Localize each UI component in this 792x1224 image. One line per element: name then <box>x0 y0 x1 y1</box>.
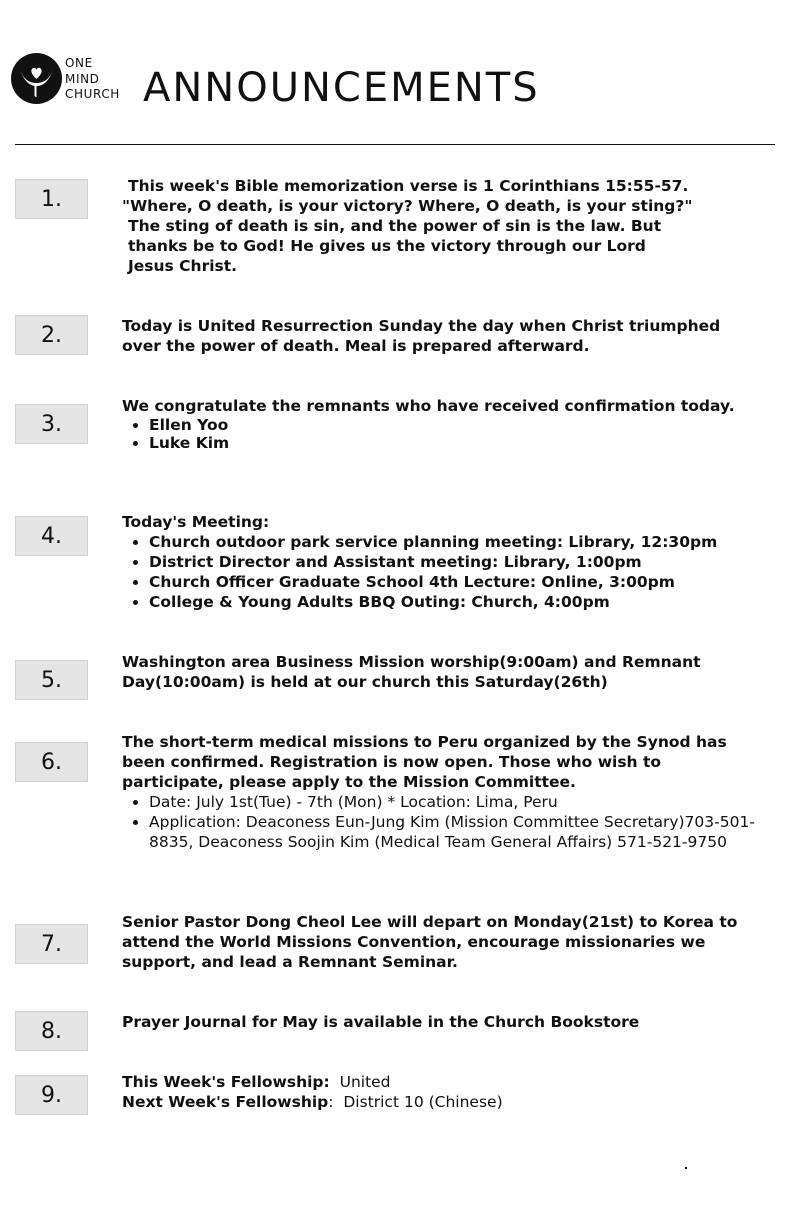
announcement-5: Washington area Business Mission worship(9:00am) and Remnant Day(10:00am) is held at our church this Saturday(26th) <box>122 653 701 691</box>
announcement-2: Today is United Resurrection Sunday the day when Christ triumphed over the power of death. Meal is prepared afterward. <box>122 317 721 355</box>
meeting-list <box>122 532 762 612</box>
list-item: • Church Officer Graduate School 4th Lecture: Online, 3:00pm <box>149 572 762 592</box>
announcement-3-text: We congratulate the remnants who have received confirmation today. <box>122 397 735 415</box>
announcement-1-line: The sting of death is sin, and the power of sin is the law. But <box>128 217 662 235</box>
announcement-1-line: This week's Bible memorization verse is 1 Corinthians 15:55-57. <box>128 177 689 195</box>
list-item: • Date: July 1st(Tue) - 7th (Mon) * Location: Lima, Peru <box>149 792 762 812</box>
announcement-1-line: "Where, O death, is your victory? Where, O death, is your sting?" <box>122 197 693 215</box>
item-number-4: 4. <box>15 516 88 556</box>
announcement-8: Prayer Journal for May is available in the Church Bookstore <box>122 1013 640 1031</box>
list-item: • College & Young Adults BBQ Outing: Church, 4:00pm <box>149 592 762 612</box>
announcement-4-text: Today's Meeting: <box>122 513 270 531</box>
item-number-6: 6. <box>15 742 88 782</box>
church-logo-wordmark <box>65 56 120 103</box>
next-week-fellowship-value: District 10 (Chinese) <box>343 1093 503 1111</box>
next-week-fellowship: Next Week's Fellowship: District 10 (Chinese) <box>122 1093 503 1111</box>
announcement-7: Senior Pastor Dong Cheol Lee will depart on Monday(21st) to Korea to attend the World Missions Convention, encourage missionaries we support, and lead a Remnant Seminar. <box>122 913 738 971</box>
announcement-1-line: Jesus Christ. <box>128 257 238 275</box>
this-week-fellowship-value: United <box>339 1073 391 1091</box>
list-item: • Ellen Yoo <box>149 416 762 434</box>
list-item: • Application: Deaconess Eun-Jung Kim (Mission Committee Secretary)703-501-8835, Deaconess Soojin Kim (Medical Team General Affairs) 571-521-9750 <box>149 812 762 852</box>
announcement-9 <box>122 1072 762 1112</box>
announcement-1-line: thanks be to God! He gives us the victory through our Lord <box>128 237 646 255</box>
logo-line-mind: MIND <box>65 71 100 86</box>
announcement-4 <box>122 512 762 612</box>
church-logo <box>11 53 141 105</box>
confirmation-list <box>122 416 762 452</box>
page-title: ANNOUNCEMENTS <box>143 65 540 111</box>
announcement-3 <box>122 396 762 452</box>
church-logo-icon <box>11 53 62 104</box>
header-divider <box>15 144 775 145</box>
item-number-3: 3. <box>15 404 88 444</box>
stray-dot <box>685 1167 687 1169</box>
next-week-fellowship-label: Next Week's Fellowship <box>122 1093 329 1111</box>
item-number-1: 1. <box>15 179 88 219</box>
item-number-8: 8. <box>15 1011 88 1051</box>
list-item: • Church outdoor park service planning meeting: Library, 12:30pm <box>149 532 762 552</box>
item-number-7: 7. <box>15 924 88 964</box>
logo-line-church: CHURCH <box>65 87 120 101</box>
item-number-5: 5. <box>15 660 88 700</box>
list-item: • District Director and Assistant meeting: Library, 1:00pm <box>149 552 762 572</box>
announcement-1 <box>122 176 762 276</box>
this-week-fellowship <box>122 1072 762 1092</box>
announcement-6 <box>122 732 762 852</box>
logo-line-one: ONE <box>65 56 93 70</box>
mission-details-list <box>122 792 762 852</box>
this-week-fellowship-label: This Week's Fellowship: <box>122 1073 330 1091</box>
item-number-2: 2. <box>15 315 88 355</box>
announcement-6-text: The short-term medical missions to Peru organized by the Synod has been confirmed. Registration is now open. Those who wish to participate, please apply to the Mission Committee. <box>122 733 727 791</box>
list-item: • Luke Kim <box>149 434 762 452</box>
item-number-9: 9. <box>15 1075 88 1115</box>
